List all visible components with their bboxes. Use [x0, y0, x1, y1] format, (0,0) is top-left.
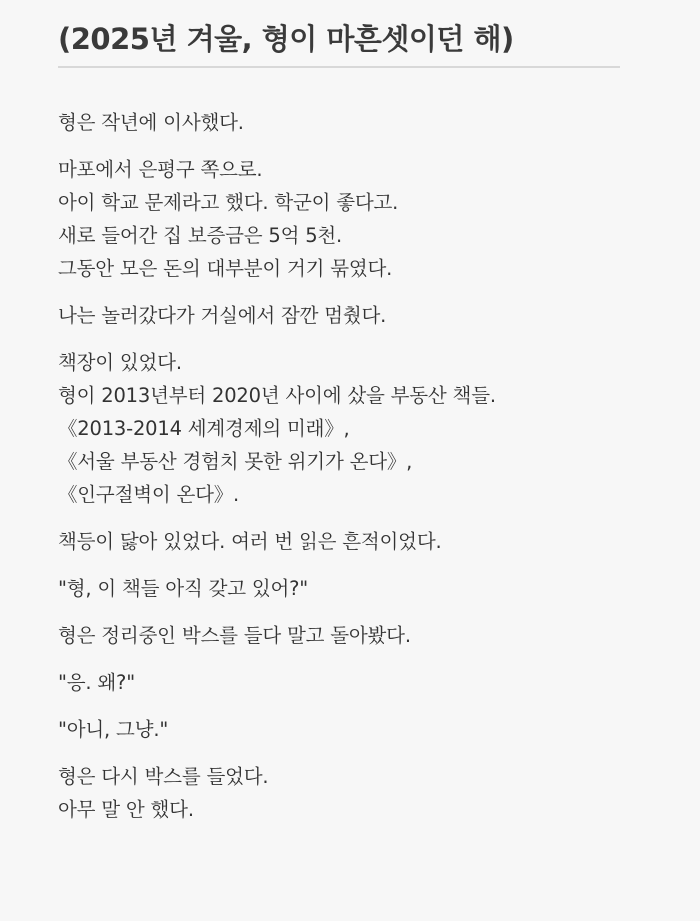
paragraph [58, 713, 658, 746]
text-line: 책등이 닳아 있었다. 여러 번 읽은 흔적이었다. [58, 530, 442, 553]
paragraph [58, 666, 658, 699]
text-line: 아이 학교 문제라고 했다. 학군이 좋다고. [58, 191, 399, 214]
text-line: 형은 다시 박스를 들었다. [58, 765, 269, 788]
book-title-line: 《2013-2014 세계경제의 미래》, [58, 417, 350, 440]
text-line: 책장이 있었다. [58, 351, 182, 374]
text-line: 그동안 모은 돈의 대부분이 거기 묶였다. [58, 257, 393, 280]
title-divider [58, 66, 620, 68]
paragraph [58, 619, 658, 652]
text-line: 아무 말 안 했다. [58, 798, 194, 821]
dialogue-line: "형, 이 책들 아직 갖고 있어?" [58, 577, 309, 600]
paragraph [58, 153, 658, 285]
text-line: 마포에서 은평구 쪽으로. [58, 158, 263, 181]
book-title-line: 《서울 부동산 경험치 못한 위기가 온다》, [58, 450, 413, 473]
dialogue-line: "응. 왜?" [58, 671, 135, 694]
paragraph [58, 346, 658, 511]
text-line: 형이 2013년부터 2020년 사이에 샀을 부동산 책들. [58, 384, 496, 407]
text-line: 형은 작년에 이사했다. [58, 111, 244, 134]
paragraph [58, 572, 658, 605]
text-line: 나는 놀러갔다가 거실에서 잠깐 멈췄다. [58, 304, 387, 327]
text-line: 형은 정리중인 박스를 들다 말고 돌아봤다. [58, 624, 411, 647]
page-title: (2025년 겨울, 형이 마흔셋이던 해) [58, 22, 514, 56]
story-body [58, 106, 658, 840]
dialogue-line: "아니, 그냥." [58, 718, 169, 741]
book-title-line: 《인구절벽이 온다》. [58, 483, 240, 506]
text-line: 새로 들어간 집 보증금은 5억 5천. [58, 224, 343, 247]
paragraph [58, 106, 658, 139]
paragraph [58, 525, 658, 558]
paragraph [58, 760, 658, 826]
paragraph [58, 299, 658, 332]
